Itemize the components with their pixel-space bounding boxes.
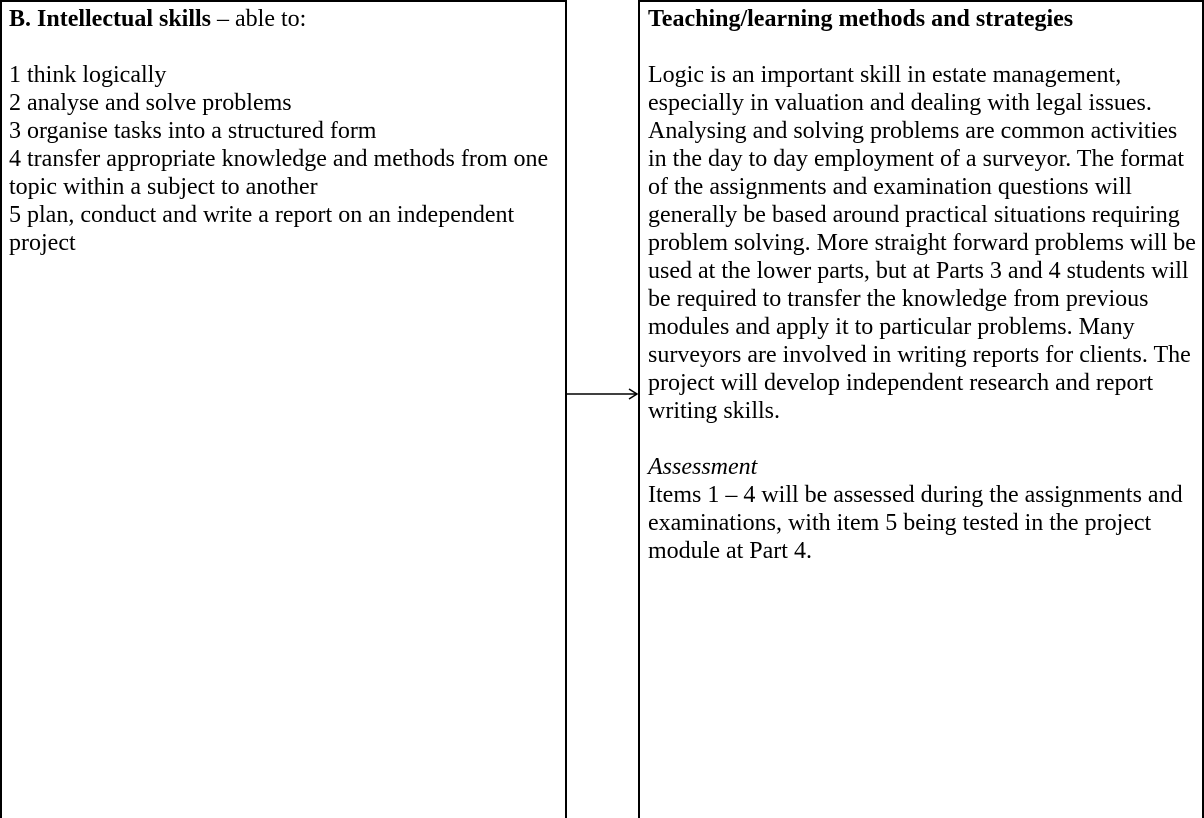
intellectual-skills-cell xyxy=(9,5,559,257)
table-top-border-right xyxy=(638,0,1204,2)
skill-item-1: 1 think logically xyxy=(9,62,167,88)
table-border-left xyxy=(0,0,2,818)
table-border-middle-left xyxy=(565,0,567,818)
arrow-right-icon xyxy=(565,388,639,400)
assessment-title: Assessment xyxy=(648,454,758,480)
skill-item-3: 3 organise tasks into a structured form xyxy=(9,118,377,144)
skill-item-4: 4 transfer appropriate knowledge and methods from one topic within a subject to another xyxy=(9,146,549,200)
skill-item-5: 5 plan, conduct and write a report on an independent project xyxy=(9,202,515,256)
intellectual-skills-heading xyxy=(9,5,559,33)
table-top-border-left xyxy=(0,0,567,2)
teaching-methods-heading-text: Teaching/learning methods and strategies xyxy=(648,6,1074,32)
table-border-middle-right xyxy=(638,0,640,818)
teaching-methods-cell xyxy=(648,5,1200,565)
teaching-methods-heading xyxy=(648,5,1200,33)
heading-rest: – able to: xyxy=(211,6,307,32)
heading-bold: B. Intellectual skills xyxy=(9,6,212,32)
assessment-text: Items 1 – 4 will be assessed during the assignments and examinations, with item 5 being tested in the project module at Part 4. xyxy=(648,482,1183,564)
skill-item-2: 2 analyse and solve problems xyxy=(9,90,292,116)
teaching-methods-paragraph: Logic is an important skill in estate management, especially in valuation and dealing with legal issues. Analysing and solving problems are common activities in the day to day employment of a surveyor. The format of the assignments and examination questions will generally be based around practical situations requiring problem solving. More straight forward problems will be used at the lower parts, but at Parts 3 and 4 students will be required to transfer the knowledge from previous modules and apply it to particular problems. Many surveyors are involved in writing reports for clients. The project will develop independent research and report writing skills. xyxy=(648,62,1196,424)
